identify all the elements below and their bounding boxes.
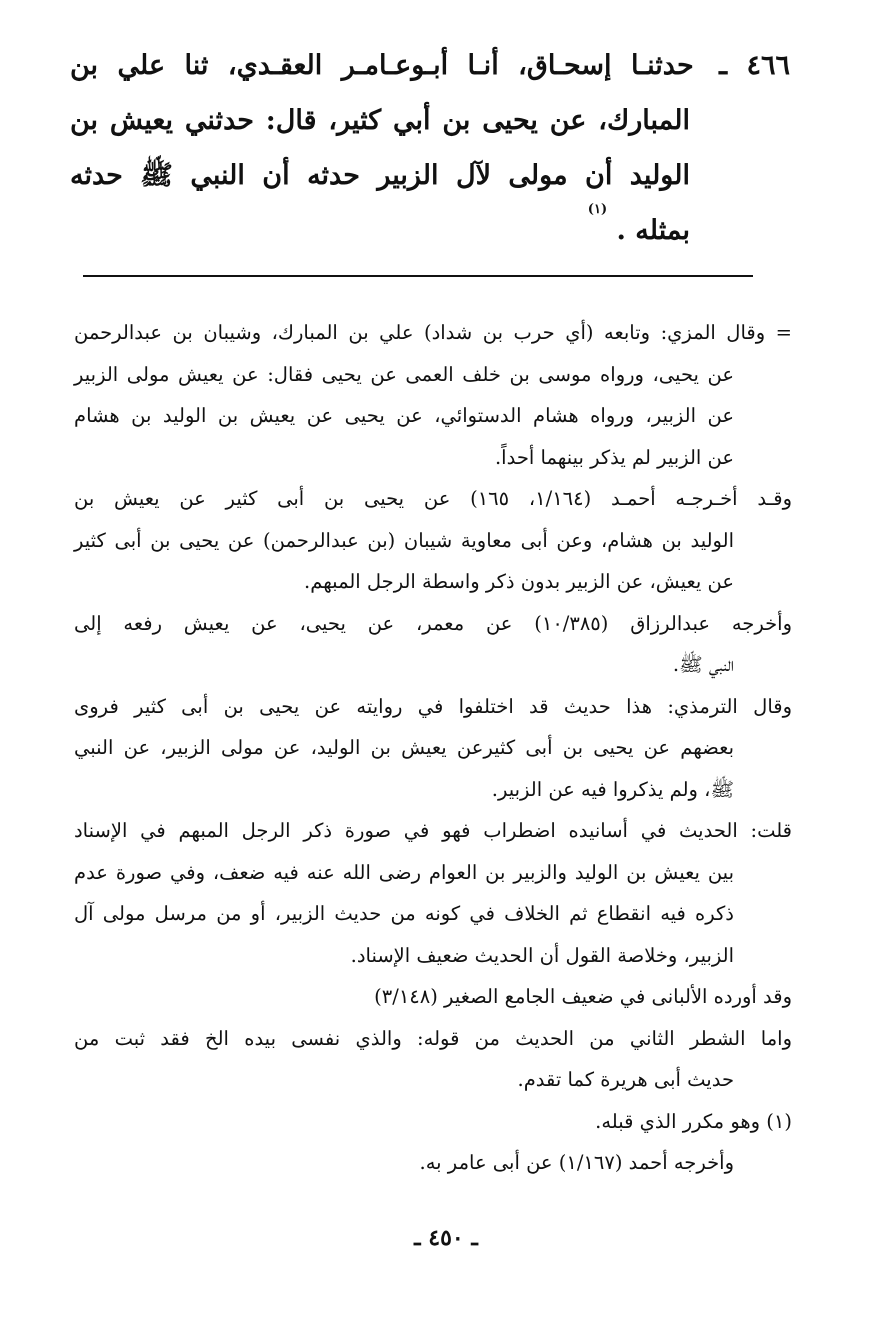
hadith-line-1-text: حدثنـا إسحـاق، أنـا أبـوعـامـر العقـدي، ثنا علي بن xyxy=(70,50,694,81)
footnote-separator xyxy=(83,275,753,277)
footnote-line: عن الزبير، ورواه هشام الدستوائي، عن يحيى عن يعيش بن الوليد بن هشام xyxy=(74,404,734,427)
footnotes-section xyxy=(74,312,792,1184)
footnote-line: الزبير، وخلاصة القول أن الحديث ضعيف الإسناد. xyxy=(350,943,734,967)
footnote-1-line-2: وأخرجه أحمد (١/١٦٧) عن أبى عامر به. xyxy=(419,1151,734,1174)
footnote-paragraph-6 xyxy=(74,976,792,1018)
footnote-line: وقال الترمذي: هذا حديث قد اختلفوا في روايته عن يحيى بن أبى كثير فروى xyxy=(74,694,792,718)
hadith-text xyxy=(70,38,790,258)
footnote-paragraph-4 xyxy=(74,686,792,811)
footnote-paragraph-7 xyxy=(74,1018,792,1101)
hadith-line-2: المبارك، عن يحيى بن أبي كثير، قال: حدثني يعيش بن xyxy=(70,105,690,136)
footnote-line: حديث أبى هريرة كما تقدم. xyxy=(517,1068,734,1091)
footnote-line: عن يعيش، عن الزبير بدون ذكر واسطة الرجل المبهم. xyxy=(304,570,734,593)
footnote-line: النبي ﷺ. xyxy=(672,653,734,676)
page-number: ـ ٤٥٠ ـ xyxy=(414,1225,478,1251)
footnote-line: بين يعيش بن الوليد والزبير بن العوام رضى الله عنه فيه ضعف، وفي صورة عدم xyxy=(74,860,734,884)
hadith-line-1 xyxy=(70,38,790,93)
footnote-line: وقد أورده الألبانى في ضعيف الجامع الصغير (٣/١٤٨) xyxy=(374,985,792,1008)
footnote-1-text: وهو مكرر الذي قبله. xyxy=(595,1109,761,1133)
footnote-line: واما الشطر الثاني من الحديث من قوله: والذي نفسى بيده الخ فقد ثبت من xyxy=(74,1026,792,1050)
footnote-1-number: (١) xyxy=(766,1109,792,1133)
hadith-line-4 xyxy=(70,203,790,258)
footnote-1 xyxy=(74,1101,792,1184)
footnote-line: = وقال المزي: وتابعه (أي حرب بن شداد) علي بن المبارك، وشيبان بن عبدالرحمن xyxy=(74,321,792,344)
footnote-paragraph-3 xyxy=(74,603,792,686)
footnote-paragraph-1 xyxy=(74,312,792,478)
footnote-line: ذكره فيه انقطاع ثم الخلاف في كونه من حديث الزبير، أو من مرسل مولى آل xyxy=(74,902,734,925)
footnote-line: عن الزبير لم يذكر بينهما أحداً. xyxy=(494,445,734,469)
footnote-line: وقـد أخـرجـه أحمـد (١/١٦٤، ١٦٥) عن يحيى بن أبى كثير عن يعيش بن xyxy=(74,487,793,510)
footnote-paragraph-2 xyxy=(74,478,792,603)
hadith-line-4-text: بمثله . xyxy=(616,215,690,246)
footnote-1-line-1 xyxy=(74,1101,792,1143)
footnote-line: عن يحيى، ورواه موسى بن خلف العمى عن يحيى فقال: عن يعيش مولى الزبير xyxy=(74,362,734,386)
footnote-line: وأخرجه عبدالرزاق (١٠/٣٨٥) عن معمر، عن يحيى، عن يعيش رفعه إلى xyxy=(74,611,792,635)
footnote-paragraph-5 xyxy=(74,810,792,976)
footnote-line: ﷺ، ولم يذكروا فيه عن الزبير. xyxy=(491,777,734,801)
footnote-line: قلت: الحديث في أسانيده اضطراب فهو في صورة ذكر الرجل المبهم في الإسناد xyxy=(74,819,792,842)
footnote-reference: (١) xyxy=(587,202,608,217)
footnote-line: الوليد بن هشام، وعن أبى معاوية شيبان (بن عبدالرحمن) عن يحيى بن أبى كثير xyxy=(74,528,734,552)
footnote-line: بعضهم عن يحيى بن أبى كثيرعن يعيش بن الوليد، عن مولى الزبير، عن النبي xyxy=(74,736,734,759)
hadith-number: ٤٦٦ ـ xyxy=(719,50,790,81)
hadith-line-3: الوليد أن مولى لآل الزبير حدثه أن النبي ﷺ حدثه xyxy=(70,160,690,191)
